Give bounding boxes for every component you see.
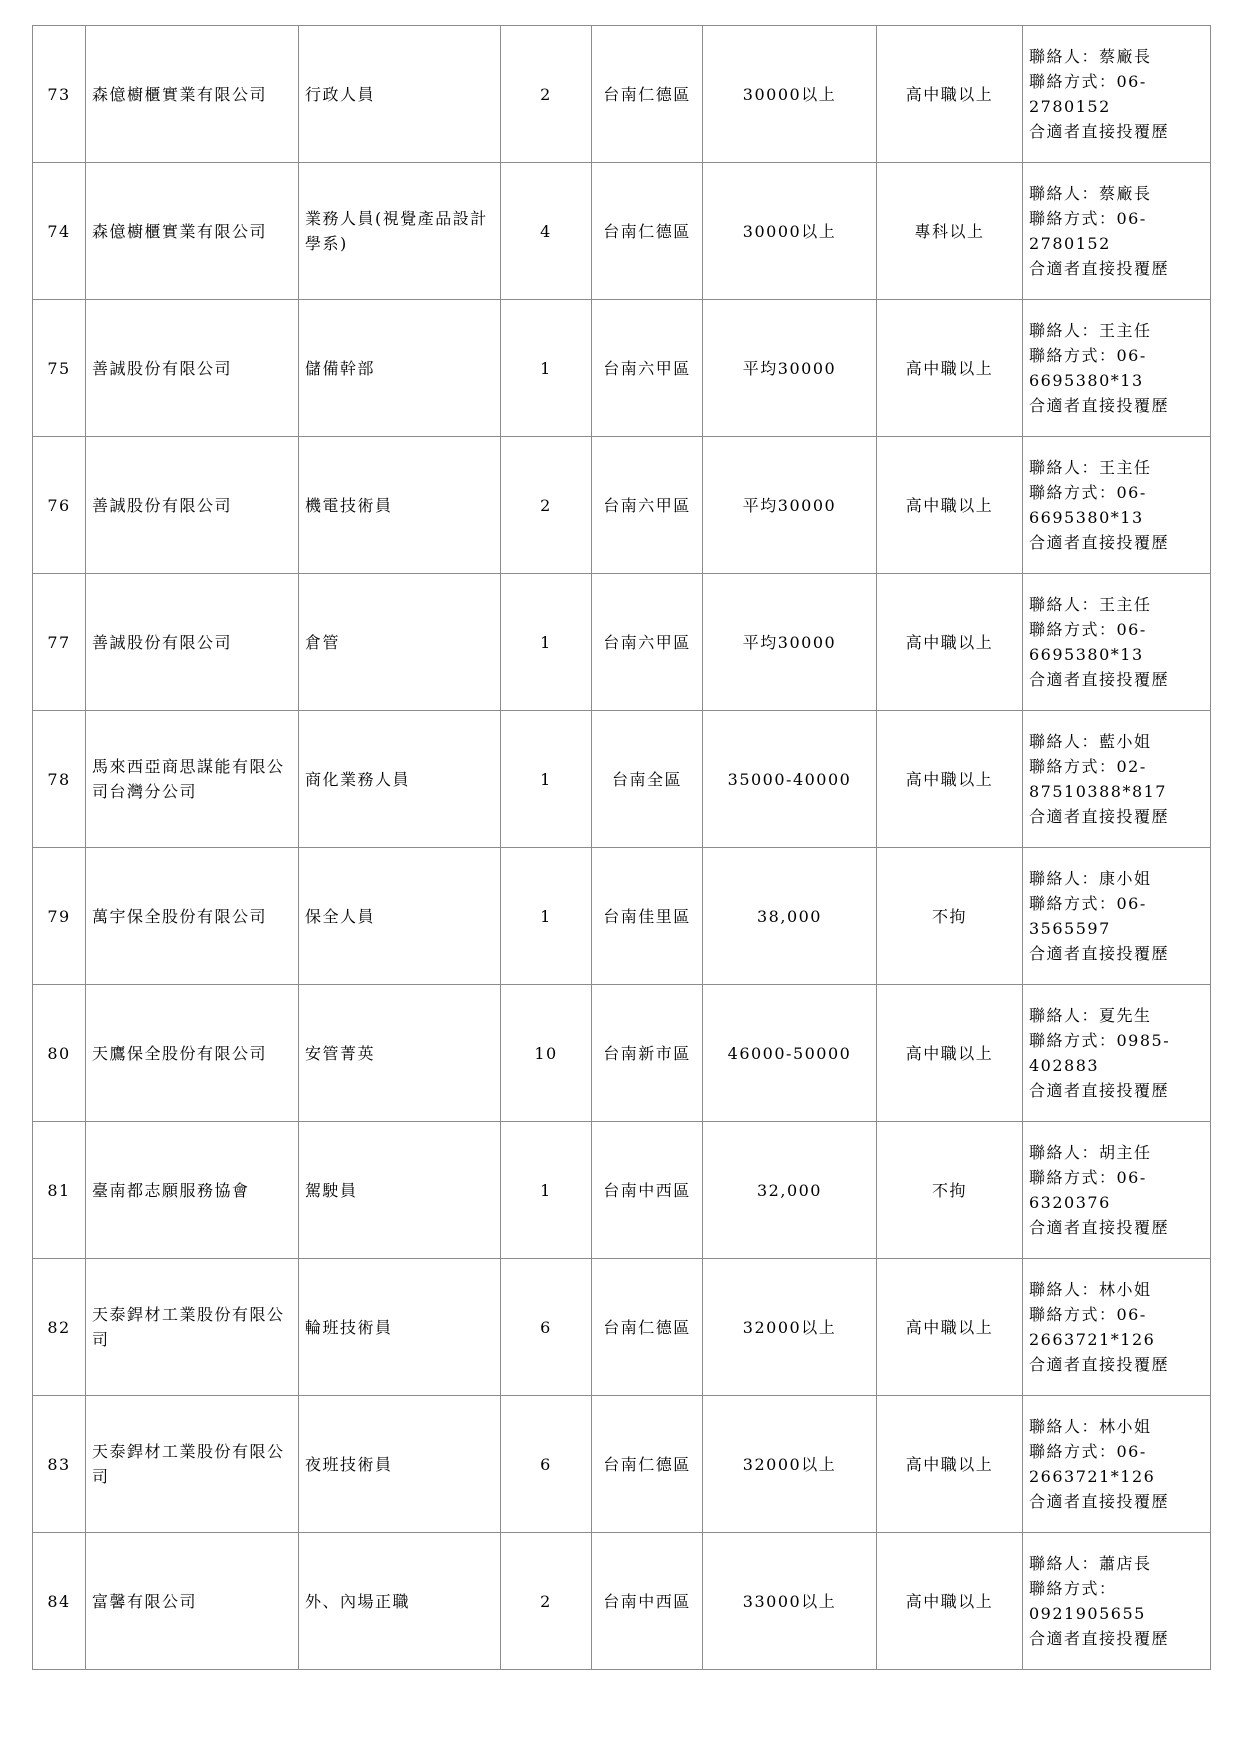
table-row [33,437,1211,574]
contact-phone: 402883 [1029,1056,1100,1075]
company-name: 善誠股份有限公司 [86,437,299,574]
job-title: 輪班技術員 [299,1259,501,1396]
contact-phone: 2663721*126 [1029,1330,1156,1349]
table-row [33,26,1211,163]
contact-method-label: 聯絡方式： [1029,1579,1117,1598]
education-requirement: 高中職以上 [877,1396,1023,1533]
company-name: 天泰銲材工業股份有限公司 [86,1396,299,1533]
company-name: 森億櫥櫃實業有限公司 [86,26,299,163]
job-title: 倉管 [299,574,501,711]
education-requirement: 高中職以上 [877,985,1023,1122]
row-number: 79 [33,848,86,985]
work-area: 台南仁德區 [592,26,703,163]
headcount: 6 [501,1396,592,1533]
table-row [33,1259,1211,1396]
contact-method-label: 聯絡方式：02- [1029,757,1147,776]
company-name: 善誠股份有限公司 [86,574,299,711]
work-area: 台南六甲區 [592,300,703,437]
contact-person: 聯絡人：蕭店長 [1029,1554,1152,1573]
headcount: 2 [501,26,592,163]
contact-method-label: 聯絡方式：06- [1029,483,1147,502]
contact-note: 合適者直接投覆歷 [1029,1629,1170,1648]
work-area: 台南六甲區 [592,574,703,711]
salary: 平均30000 [703,300,877,437]
job-openings-table [32,25,1211,1670]
table-row [33,163,1211,300]
salary: 33000以上 [703,1533,877,1670]
company-name: 馬來西亞商思謀能有限公司台灣分公司 [86,711,299,848]
headcount: 1 [501,1122,592,1259]
contact-person: 聯絡人：蔡廠長 [1029,184,1152,203]
table-row [33,1122,1211,1259]
salary: 平均30000 [703,574,877,711]
contact-note: 合適者直接投覆歷 [1029,1081,1170,1100]
contact-method-label: 聯絡方式：06- [1029,620,1147,639]
work-area: 台南六甲區 [592,437,703,574]
contact-note: 合適者直接投覆歷 [1029,1355,1170,1374]
contact-method-label: 聯絡方式：06- [1029,72,1147,91]
salary: 46000-50000 [703,985,877,1122]
contact-phone: 6695380*13 [1029,508,1144,527]
job-title: 行政人員 [299,26,501,163]
contact-phone: 6695380*13 [1029,371,1144,390]
contact-info [1023,163,1211,300]
education-requirement: 高中職以上 [877,574,1023,711]
contact-person: 聯絡人：藍小姐 [1029,732,1152,751]
contact-note: 合適者直接投覆歷 [1029,944,1170,963]
job-title: 業務人員(視覺產品設計學系) [299,163,501,300]
company-name: 善誠股份有限公司 [86,300,299,437]
headcount: 10 [501,985,592,1122]
company-name: 萬宇保全股份有限公司 [86,848,299,985]
education-requirement: 不拘 [877,1122,1023,1259]
headcount: 1 [501,848,592,985]
job-title: 駕駛員 [299,1122,501,1259]
table-row [33,985,1211,1122]
contact-method-label: 聯絡方式：06- [1029,894,1147,913]
contact-person: 聯絡人：王主任 [1029,458,1152,477]
contact-person: 聯絡人：王主任 [1029,595,1152,614]
contact-phone: 6320376 [1029,1193,1111,1212]
education-requirement: 高中職以上 [877,1533,1023,1670]
headcount: 2 [501,1533,592,1670]
job-title: 機電技術員 [299,437,501,574]
contact-person: 聯絡人：林小姐 [1029,1280,1152,1299]
contact-phone: 2780152 [1029,234,1111,253]
headcount: 1 [501,711,592,848]
work-area: 台南佳里區 [592,848,703,985]
contact-note: 合適者直接投覆歷 [1029,1218,1170,1237]
work-area: 台南仁德區 [592,163,703,300]
education-requirement: 高中職以上 [877,711,1023,848]
contact-note: 合適者直接投覆歷 [1029,807,1170,826]
education-requirement: 專科以上 [877,163,1023,300]
contact-person: 聯絡人：夏先生 [1029,1006,1152,1025]
row-number: 74 [33,163,86,300]
education-requirement: 高中職以上 [877,300,1023,437]
row-number: 73 [33,26,86,163]
row-number: 80 [33,985,86,1122]
contact-info [1023,711,1211,848]
contact-info [1023,1533,1211,1670]
table-row [33,1396,1211,1533]
education-requirement: 不拘 [877,848,1023,985]
row-number: 77 [33,574,86,711]
salary: 38,000 [703,848,877,985]
education-requirement: 高中職以上 [877,1259,1023,1396]
row-number: 76 [33,437,86,574]
job-title: 外、內場正職 [299,1533,501,1670]
contact-phone: 2780152 [1029,97,1111,116]
salary: 30000以上 [703,26,877,163]
contact-person: 聯絡人：康小姐 [1029,869,1152,888]
row-number: 83 [33,1396,86,1533]
salary: 32000以上 [703,1259,877,1396]
job-title: 保全人員 [299,848,501,985]
contact-note: 合適者直接投覆歷 [1029,259,1170,278]
salary: 平均30000 [703,437,877,574]
education-requirement: 高中職以上 [877,26,1023,163]
work-area: 台南新市區 [592,985,703,1122]
contact-person: 聯絡人：胡主任 [1029,1143,1152,1162]
table-body [33,26,1211,1670]
contact-phone: 6695380*13 [1029,645,1144,664]
row-number: 84 [33,1533,86,1670]
work-area: 台南仁德區 [592,1259,703,1396]
contact-note: 合適者直接投覆歷 [1029,533,1170,552]
job-title: 夜班技術員 [299,1396,501,1533]
contact-person: 聯絡人：王主任 [1029,321,1152,340]
company-name: 富馨有限公司 [86,1533,299,1670]
work-area: 台南中西區 [592,1533,703,1670]
contact-info [1023,985,1211,1122]
headcount: 6 [501,1259,592,1396]
contact-note: 合適者直接投覆歷 [1029,122,1170,141]
contact-person: 聯絡人：林小姐 [1029,1417,1152,1436]
contact-info [1023,574,1211,711]
headcount: 4 [501,163,592,300]
work-area: 台南中西區 [592,1122,703,1259]
row-number: 78 [33,711,86,848]
job-title: 儲備幹部 [299,300,501,437]
salary: 32,000 [703,1122,877,1259]
contact-info [1023,1396,1211,1533]
contact-info [1023,26,1211,163]
contact-info [1023,1122,1211,1259]
contact-method-label: 聯絡方式：06- [1029,1305,1147,1324]
contact-phone: 3565597 [1029,919,1111,938]
contact-phone: 0921905655 [1029,1604,1146,1623]
row-number: 82 [33,1259,86,1396]
contact-method-label: 聯絡方式：0985- [1029,1031,1171,1050]
contact-note: 合適者直接投覆歷 [1029,1492,1170,1511]
table-row [33,711,1211,848]
contact-method-label: 聯絡方式：06- [1029,1442,1147,1461]
headcount: 2 [501,437,592,574]
contact-phone: 2663721*126 [1029,1467,1156,1486]
salary: 35000-40000 [703,711,877,848]
company-name: 森億櫥櫃實業有限公司 [86,163,299,300]
job-title: 安管菁英 [299,985,501,1122]
contact-method-label: 聯絡方式：06- [1029,209,1147,228]
contact-person: 聯絡人：蔡廠長 [1029,47,1152,66]
table-row [33,300,1211,437]
contact-info [1023,300,1211,437]
headcount: 1 [501,574,592,711]
headcount: 1 [501,300,592,437]
contact-info [1023,437,1211,574]
salary: 32000以上 [703,1396,877,1533]
company-name: 臺南都志願服務協會 [86,1122,299,1259]
contact-info [1023,1259,1211,1396]
work-area: 台南全區 [592,711,703,848]
contact-note: 合適者直接投覆歷 [1029,396,1170,415]
education-requirement: 高中職以上 [877,437,1023,574]
row-number: 81 [33,1122,86,1259]
contact-note: 合適者直接投覆歷 [1029,670,1170,689]
contact-info [1023,848,1211,985]
contact-method-label: 聯絡方式：06- [1029,1168,1147,1187]
table-row [33,574,1211,711]
contact-phone: 87510388*817 [1029,782,1167,801]
work-area: 台南仁德區 [592,1396,703,1533]
company-name: 天鷹保全股份有限公司 [86,985,299,1122]
contact-method-label: 聯絡方式：06- [1029,346,1147,365]
job-title: 商化業務人員 [299,711,501,848]
table-row [33,1533,1211,1670]
row-number: 75 [33,300,86,437]
salary: 30000以上 [703,163,877,300]
table-row [33,848,1211,985]
company-name: 天泰銲材工業股份有限公司 [86,1259,299,1396]
